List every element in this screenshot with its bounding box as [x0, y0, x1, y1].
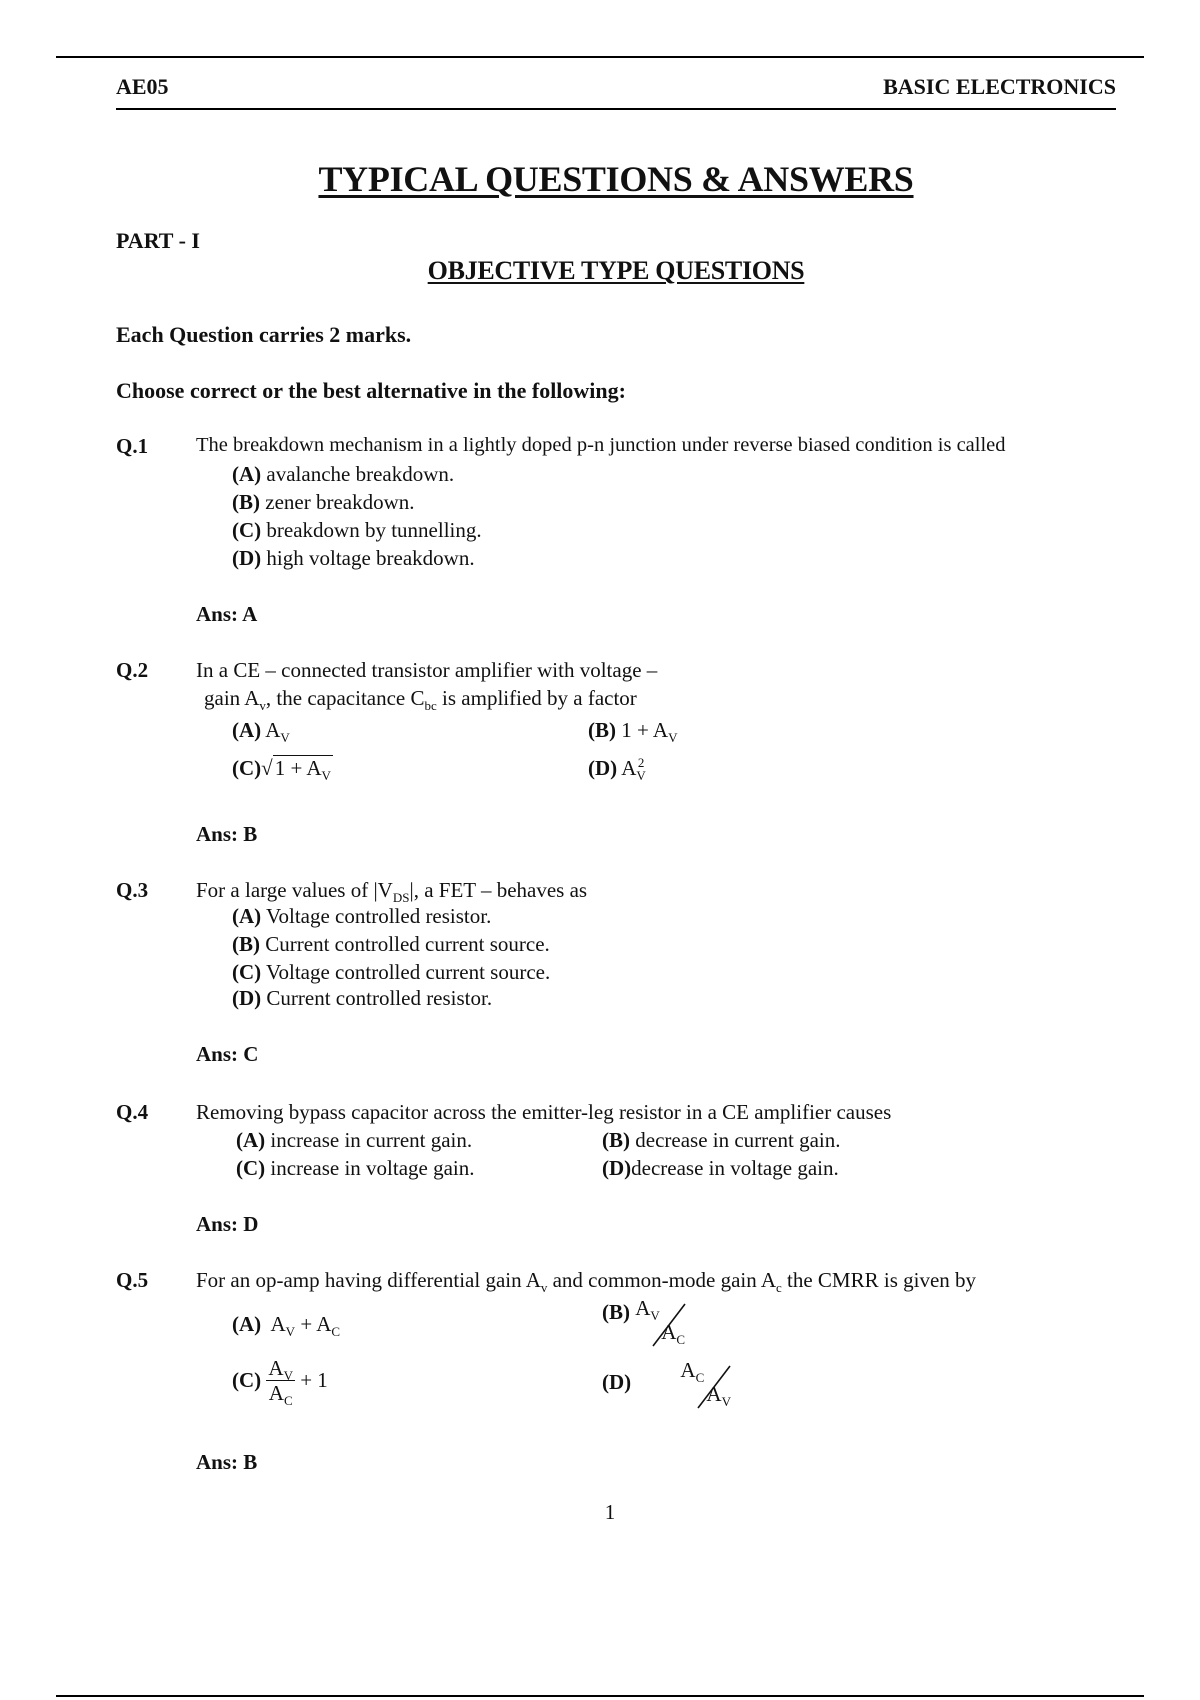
q4-answer: Ans: D	[196, 1212, 259, 1236]
q1-number: Q.1	[116, 434, 149, 458]
q1-option-b	[232, 490, 415, 515]
q3-number: Q.3	[116, 878, 149, 902]
option-label: (B)	[602, 1300, 630, 1324]
top-rule	[56, 56, 1144, 58]
option-text: Current controlled resistor.	[266, 986, 493, 1010]
option-label: (A)	[232, 1312, 262, 1336]
text-span: and common-mode gain A	[547, 1268, 776, 1292]
option-label: (B)	[602, 1128, 630, 1152]
option-label: (D)	[588, 756, 618, 780]
option-label: (C)	[232, 960, 262, 984]
q4-option-b	[602, 1128, 840, 1153]
option-label: (C)	[232, 518, 262, 542]
q3-option-b	[232, 932, 550, 957]
q3-option-d	[232, 986, 492, 1011]
subscript: c	[775, 1280, 782, 1296]
part-label: PART - I	[116, 228, 200, 253]
option-label: (C)	[232, 1368, 262, 1392]
option-text: Voltage controlled current source.	[266, 960, 551, 984]
q2-answer: Ans: B	[196, 822, 258, 846]
q4-option-c	[236, 1156, 475, 1181]
option-label: (D)	[602, 1370, 632, 1394]
option-text: increase in voltage gain.	[270, 1156, 475, 1180]
q5-answer: Ans: B	[196, 1450, 258, 1474]
option-text: high voltage breakdown.	[266, 546, 475, 570]
text-span: the CMRR is given by	[781, 1268, 977, 1292]
text-span: For a large values of |V	[196, 878, 393, 902]
q5-option-b	[602, 1296, 705, 1348]
option-label: (C)	[232, 756, 262, 780]
q2-text-line2	[204, 686, 637, 714]
option-text: breakdown by tunnelling.	[266, 518, 482, 542]
q3-option-a	[232, 904, 491, 929]
course-code: AE05	[116, 74, 169, 99]
option-text: Voltage controlled resistor.	[266, 904, 492, 928]
formula: $A_V + A_C$	[270, 1312, 341, 1340]
q5-option-a	[232, 1312, 341, 1340]
option-label: (B)	[588, 718, 616, 742]
q4-option-a	[236, 1128, 472, 1153]
option-text: avalanche breakdown.	[266, 462, 455, 486]
section-title: OBJECTIVE TYPE QUESTIONS	[427, 256, 805, 285]
option-label: (A)	[232, 904, 262, 928]
q2-option-d	[588, 755, 652, 784]
subscript: DS	[392, 890, 410, 906]
q5-option-c: (C) $\frac{A_V}{A_C}$ + 1	[232, 1356, 328, 1409]
formula: $1 + A_V$	[621, 718, 678, 746]
text-span: For an op-amp having differential gain A	[196, 1268, 541, 1292]
option-text: decrease in voltage gain.	[631, 1156, 839, 1180]
q2-text-line1: In a CE – connected transistor amplifier with voltage –	[196, 658, 658, 682]
text-span: gain A	[204, 686, 260, 710]
option-text: zener breakdown.	[265, 490, 415, 514]
q4-number: Q.4	[116, 1100, 149, 1124]
formula: $A_V$	[265, 718, 290, 746]
subscript: v	[259, 698, 266, 714]
q2-option-c	[232, 756, 333, 784]
option-label: (D)	[232, 546, 262, 570]
option-label: (A)	[232, 462, 262, 486]
option-label: (C)	[236, 1156, 266, 1180]
formula: $A_V^2$	[621, 755, 646, 784]
q5-number: Q.5	[116, 1268, 149, 1292]
formula: $A_V$ $A_C$	[635, 1296, 705, 1348]
q1-option-a	[232, 462, 454, 487]
header-rule	[116, 108, 1116, 110]
page-title: TYPICAL QUESTIONS & ANSWERS	[318, 159, 914, 199]
subscript: bc	[424, 698, 437, 714]
page-number: 1	[604, 1500, 616, 1524]
option-label: (D)	[232, 986, 262, 1010]
instruction: Choose correct or the best alternative in the following:	[116, 378, 626, 403]
option-label: (B)	[232, 932, 260, 956]
q5-option-d	[602, 1358, 750, 1410]
text-span: |, a FET – behaves as	[409, 878, 588, 902]
q1-text: The breakdown mechanism in a lightly doped p-n junction under reverse biased condition is called	[196, 434, 1006, 456]
q3-option-c	[232, 960, 550, 985]
q1-answer: Ans: A	[196, 602, 258, 626]
option-label: (B)	[232, 490, 260, 514]
q3-text	[196, 878, 588, 906]
formula: $\frac{A_V}{A_C}$	[268, 1356, 293, 1409]
option-text: Current controlled current source.	[265, 932, 550, 956]
subject-name: BASIC ELECTRONICS	[883, 74, 1116, 99]
q3-answer: Ans: C	[196, 1042, 259, 1066]
text-span: is amplified by a factor	[436, 686, 637, 710]
option-label: (A)	[236, 1128, 266, 1152]
q1-option-d	[232, 546, 475, 571]
formula: $√1 + A_V$	[261, 756, 331, 784]
q2-number: Q.2	[116, 658, 149, 682]
option-text: increase in current gain.	[270, 1128, 473, 1152]
marks-note: Each Question carries 2 marks.	[116, 322, 412, 347]
q4-option-d	[602, 1156, 839, 1181]
option-text: decrease in current gain.	[635, 1128, 841, 1152]
q4-text: Removing bypass capacitor across the emitter-leg resistor in a CE amplifier causes	[196, 1100, 892, 1124]
text-span: , the capacitance C	[265, 686, 425, 710]
subscript: v	[540, 1280, 548, 1296]
q2-option-a	[232, 718, 290, 746]
option-label: (D)	[602, 1156, 632, 1180]
bottom-rule	[56, 1695, 1144, 1697]
q1-option-c	[232, 518, 482, 543]
formula: $A_C$ $A_V$	[680, 1358, 750, 1410]
q5-text	[196, 1268, 977, 1296]
q2-option-b	[588, 718, 678, 746]
option-label: (A)	[232, 718, 262, 742]
